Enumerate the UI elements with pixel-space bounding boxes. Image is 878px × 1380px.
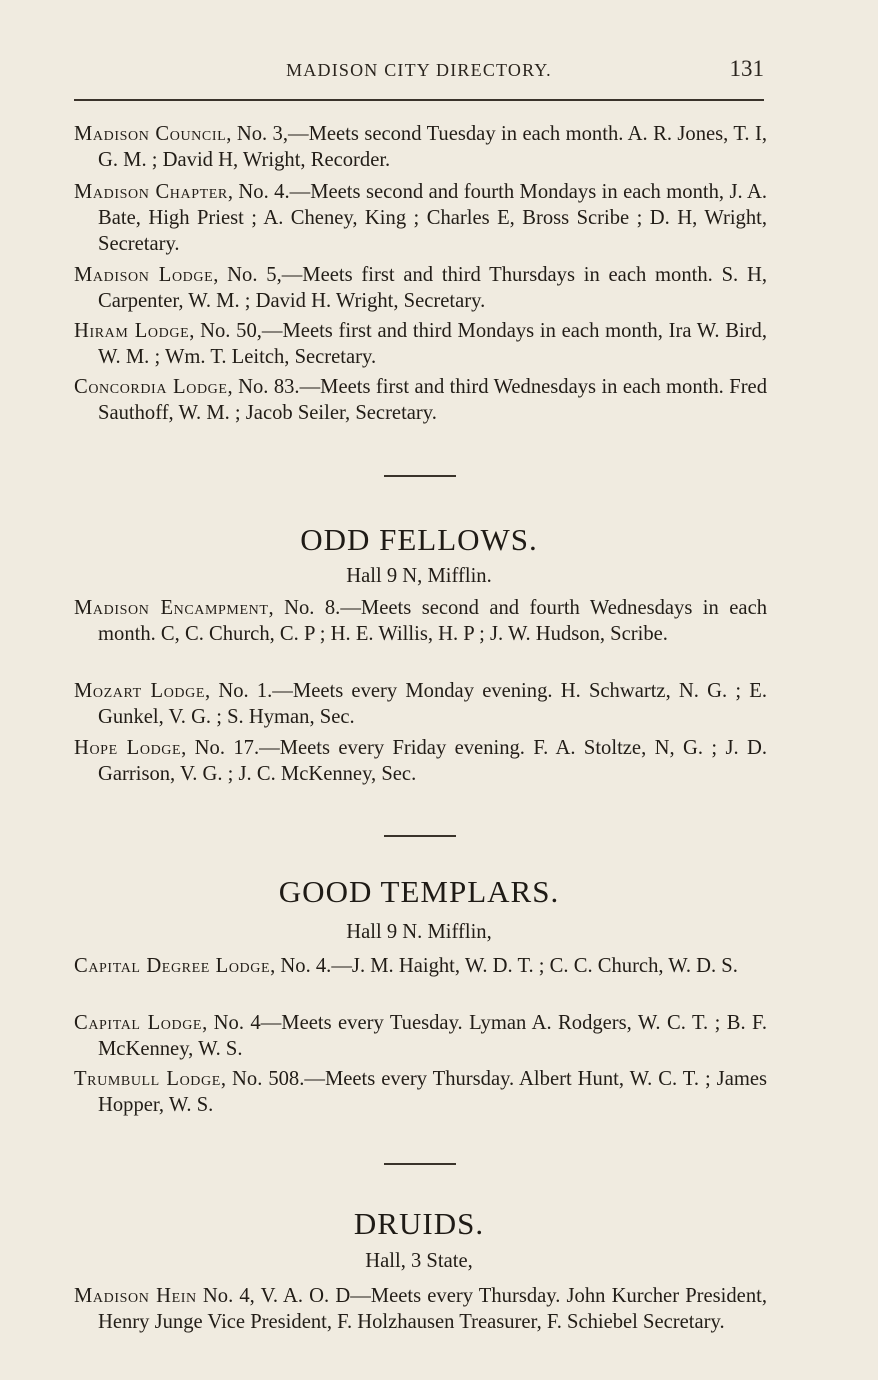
entry-text: , No. 4.—Meets second and fourth Mondays in each month, J. A. Bate, High Priest ; A. Cheney, King ; Charles E, Bross Scribe ; D. H, Wright, Secretary. <box>98 181 767 255</box>
entry-name: Capital Degree Lodge <box>74 955 271 977</box>
entry-hiram-lodge <box>74 318 767 370</box>
entry-text: No. 4, V. A. O. D—Meets every Thursday. John Kurcher President, Henry Junge Vice President, F. Holzhausen Treasurer, F. Schiebel Secretary. <box>98 1285 767 1333</box>
entry-text: , No. 83.—Meets first and third Wednesdays in each month. Fred Sauthoff, W. M. ; Jacob Seiler, Secretary. <box>98 376 767 424</box>
entry-name: Madison Chapter <box>74 181 228 203</box>
running-head <box>74 58 764 88</box>
entry-text: , No. 4.—J. M. Haight, W. D. T. ; C. C. Church, W. D. S. <box>270 955 738 977</box>
section-title-odd-fellows: ODD FELLOWS. <box>300 522 538 557</box>
section-divider <box>384 475 456 477</box>
entry-madison-lodge <box>74 262 767 314</box>
entry-text: , No. 17.—Meets every Friday evening. F. A. Stoltze, N, G. ; J. D. Garrison, V. G. ; J. C. McKenney, Sec. <box>98 737 767 785</box>
entry-name: Concordia Lodge <box>74 376 228 398</box>
entry-name: Madison Council <box>74 123 227 145</box>
section-divider <box>384 835 456 837</box>
entry-name: Madison Encampment <box>74 597 269 619</box>
entry-madison-encampment <box>74 595 767 647</box>
header-rule <box>74 99 764 101</box>
entry-name: Mozart Lodge <box>74 680 205 702</box>
entry-name: Capital Lodge <box>74 1012 203 1034</box>
entry-capital-degree-lodge <box>74 953 767 979</box>
section-title-druids: DRUIDS. <box>353 1206 485 1241</box>
entry-capital-lodge <box>74 1010 767 1062</box>
running-head-title: MADISON CITY DIRECTORY. <box>286 60 552 80</box>
entry-name: Hope Lodge <box>74 737 182 759</box>
section-divider <box>384 1163 456 1165</box>
entry-text: , No. 3,—Meets second Tuesday in each month. A. R. Jones, T. I, G. M. ; David H, Wright, Recorder. <box>98 123 768 171</box>
entry-text: , No. 1.—Meets every Monday evening. H. Schwartz, N. G. ; E. Gunkel, V. G. ; S. Hyman, Sec. <box>98 680 767 728</box>
entry-name: Madison Hein <box>74 1285 197 1307</box>
entry-concordia-lodge <box>74 374 767 426</box>
entry-text: , No. 5,—Meets first and third Thursdays in each month. S. H, Carpenter, W. M. ; David H. Wright, Secretary. <box>98 264 767 312</box>
entry-madison-hein <box>74 1283 767 1335</box>
entry-madison-council <box>74 121 767 173</box>
entry-text: , No. 50,—Meets first and third Mondays in each month, Ira W. Bird, W. M. ; Wm. T. Leitch, Secretary. <box>98 320 767 368</box>
entry-trumbull-lodge <box>74 1066 767 1118</box>
entry-madison-chapter <box>74 179 767 257</box>
entry-mozart-lodge <box>74 678 767 730</box>
entry-name: Trumbull Lodge <box>74 1068 221 1090</box>
entry-text: , No. 508.—Meets every Thursday. Albert Hunt, W. C. T. ; James Hopper, W. S. <box>98 1068 768 1116</box>
entry-hope-lodge <box>74 735 767 787</box>
entry-name: Hiram Lodge <box>74 320 190 342</box>
section-title-good-templars: GOOD TEMPLARS. <box>278 874 560 909</box>
entry-text: , No. 4—Meets every Tuesday. Lyman A. Rodgers, W. C. T. ; B. F. McKenney, W. S. <box>98 1012 767 1060</box>
page-number: 131 <box>729 56 764 81</box>
entry-name: Madison Lodge <box>74 264 214 286</box>
entry-text: , No. 8.—Meets second and fourth Wednesdays in each month. C, C. Church, C. P ; H. E. Willis, H. P ; J. W. Hudson, Scribe. <box>98 597 768 645</box>
hall-address-odd-fellows: Hall 9 N, Mifflin. <box>346 565 492 587</box>
hall-address-good-templars: Hall 9 N. Mifflin, <box>346 921 492 943</box>
hall-address-druids: Hall, 3 State, <box>365 1250 473 1272</box>
